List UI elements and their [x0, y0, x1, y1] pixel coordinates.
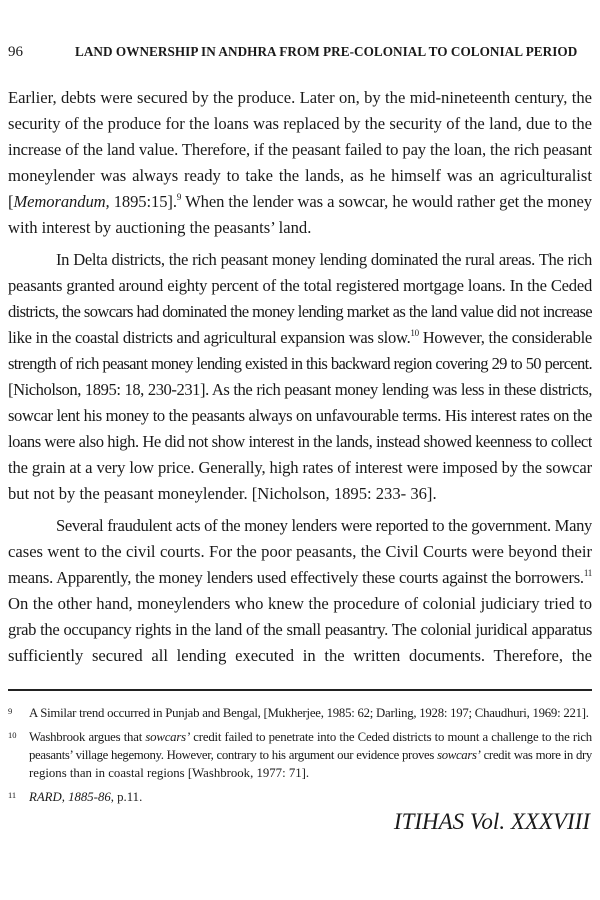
footnote-number: 9 — [8, 706, 13, 716]
text-line — [8, 539, 592, 565]
text-segment: loans were also high. He did not show interest in the lands, instead showed keenness to collect — [8, 432, 592, 451]
text-line — [8, 455, 592, 481]
running-header — [8, 42, 590, 62]
text-segment: A Similar trend occurred in Punjab and Bengal, [Mukherjee, 1985: 62; Darling, 1928: 197; Chaudhuri, 1969: 221]. — [29, 706, 589, 720]
text-segment: districts, the sowcars had dominated the money lending market as the land value did not increase — [8, 302, 592, 321]
text-line — [8, 377, 592, 403]
text-line — [29, 764, 592, 782]
text-segment: cases went to the civil courts. For the poor peasants, the Civil Courts were beyond their — [8, 542, 592, 561]
text-line — [8, 617, 592, 643]
text-line — [8, 481, 592, 507]
text-segment: When the lender was a sowcar, he would rather get the money — [181, 192, 592, 211]
italic-text: RARD, 1885-86 — [29, 790, 111, 804]
text-line — [8, 565, 592, 591]
text-line — [8, 591, 592, 617]
text-segment: 1895:15]. — [109, 192, 177, 211]
text-line — [8, 163, 592, 189]
footnote-reference[interactable]: 9 — [176, 192, 182, 202]
text-line — [8, 351, 592, 377]
text-segment: grab the occupancy rights in the land of the small peasantry. The colonial juridical apparatus — [8, 620, 592, 639]
text-segment: regions than in coastal regions [Washbrook, 1977: 71]. — [29, 766, 310, 780]
footnotes — [8, 704, 592, 812]
footnote-reference[interactable]: 11 — [583, 568, 592, 578]
text-line — [8, 325, 592, 351]
text-segment: , p.11. — [110, 790, 143, 804]
text-segment: with interest by auctioning the peasants’ land. — [8, 218, 312, 237]
text-segment: the grain at a very low price. Generally, high rates of interest were imposed by the sowcar — [8, 458, 592, 477]
text-segment: peasants granted around eighty percent of the total registered mortgage loans. In the Ceded — [8, 276, 592, 295]
text-line — [8, 247, 592, 273]
paragraph — [8, 513, 592, 669]
footnote — [8, 704, 592, 722]
text-line — [8, 137, 592, 163]
footnote — [8, 788, 592, 806]
text-line — [8, 85, 592, 111]
text-segment: On the other hand, moneylenders who knew the procedure of colonial judiciary tried to — [8, 594, 592, 613]
text-segment: Washbrook argues that — [29, 730, 146, 744]
text-segment: credit was more in dry — [480, 748, 592, 762]
text-segment: credit failed to penetrate into the Ceded districts to mount a challenge to the rich — [190, 730, 592, 744]
text-segment: moneylender was always ready to take the lands, as he himself was an agriculturalist — [8, 166, 592, 185]
text-line — [8, 643, 592, 669]
page-number: 96 — [8, 43, 23, 60]
text-line — [29, 728, 592, 746]
text-segment: means. Apparently, the money lenders used effectively these courts against the borrowers. — [8, 568, 584, 587]
italic-text: sowcars’ — [437, 748, 481, 762]
text-line — [8, 189, 592, 215]
text-segment: [ — [8, 192, 14, 211]
text-segment: strength of rich peasant money lending existed in this backward region covering 29 to 50 percent. — [8, 354, 592, 373]
text-segment: sowcar lent his money to the peasants always on unfavourable terms. His interest rates on the — [8, 406, 592, 425]
text-line — [8, 273, 592, 299]
footnote — [8, 728, 592, 782]
text-line — [29, 746, 592, 764]
text-segment: but not by the peasant moneylender. [Nicholson, 1895: 233- 36]. — [8, 484, 437, 503]
text-line — [8, 299, 592, 325]
text-segment: increase of the land value. Therefore, if the peasant failed to pay the loan, the rich peasant — [8, 140, 592, 159]
text-segment: Several fraudulent acts of the money lenders were reported to the government. Many — [56, 516, 592, 535]
text-segment: However, the considerable — [418, 328, 592, 347]
text-line — [8, 513, 592, 539]
paragraph — [8, 85, 592, 241]
text-segment: In Delta districts, the rich peasant money lending dominated the rural areas. The rich — [56, 250, 592, 269]
footnote-divider — [8, 689, 592, 691]
text-line — [29, 788, 592, 806]
text-segment: [Nicholson, 1895: 18, 230-231]. As the rich peasant money lending was less in these districts, — [8, 380, 592, 399]
text-line — [8, 215, 592, 241]
text-line — [29, 704, 592, 722]
text-line — [8, 429, 592, 455]
text-segment: peasants’ village hegemony. However, contrary to his argument our evidence proves — [29, 748, 438, 762]
footnote-number: 11 — [8, 790, 17, 800]
italic-text: Memorandum, — [13, 192, 110, 211]
italic-text: sowcars’ — [145, 730, 191, 744]
footnote-number: 10 — [8, 730, 17, 740]
text-segment: security of the produce for the loans was replaced by the security of the land, due to the — [8, 114, 592, 133]
text-segment: sufficiently secured all lending executed in the written documents. Therefore, the — [8, 646, 592, 665]
journal-footer: ITIHAS Vol. XXXVIII — [393, 809, 590, 834]
text-segment: like in the coastal districts and agricultural expansion was slow. — [8, 328, 411, 347]
footnote-reference[interactable]: 10 — [410, 328, 419, 338]
body-text — [8, 85, 592, 675]
text-segment: Earlier, debts were secured by the produce. Later on, by the mid-nineteenth century, the — [8, 88, 592, 107]
text-line — [8, 403, 592, 429]
paragraph — [8, 247, 592, 507]
running-title: LAND OWNERSHIP IN ANDHRA FROM PRE-COLONIAL TO COLONIAL PERIOD — [75, 44, 578, 59]
text-line — [8, 111, 592, 137]
